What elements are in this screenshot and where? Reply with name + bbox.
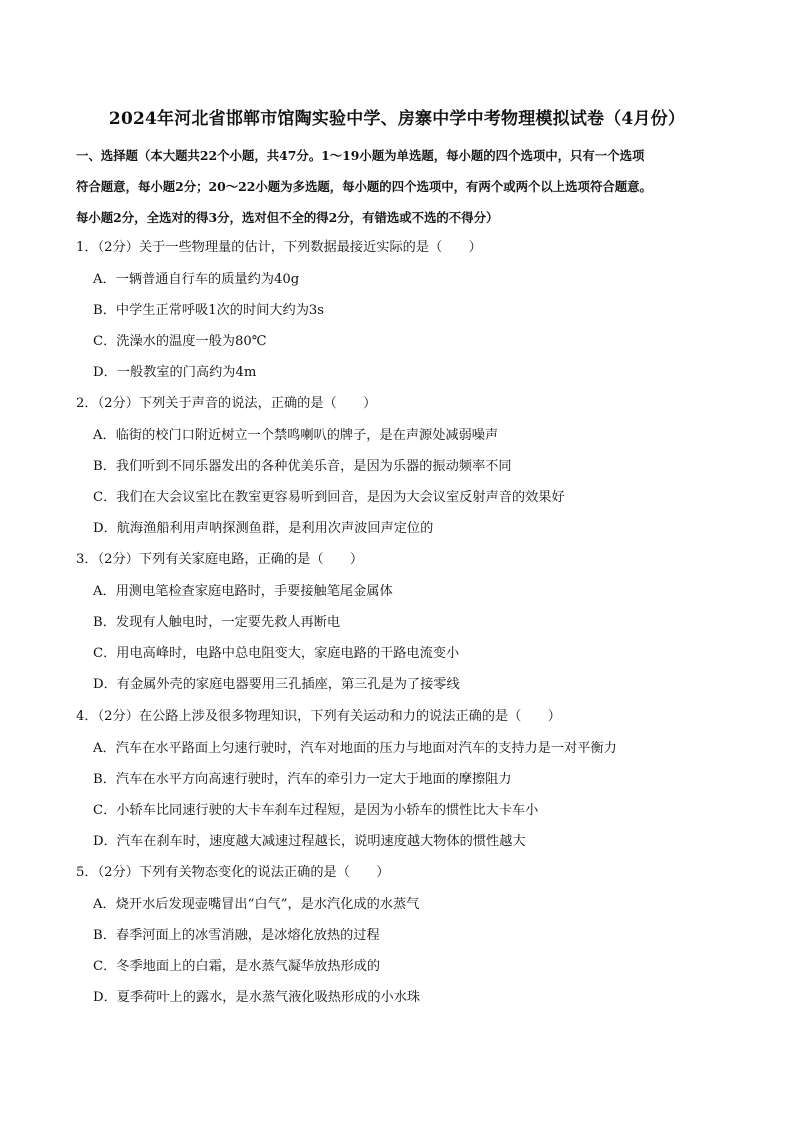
question-3-option-c: C．用电高峰时，电路中总电阻变大，家庭电路的干路电流变小 xyxy=(93,646,460,661)
section-header-line: 一、选择题（本大题共22个小题，共47分。1～19小题为单选题，每小题的四个选项中，只有一个选项 xyxy=(76,148,645,163)
section-header xyxy=(76,140,736,233)
question-1-stem: 1．（2分）关于一些物理量的估计，下列数据最接近实际的是（ ） xyxy=(76,240,482,255)
question-2-option-a: A．临街的校门口附近树立一个禁鸣喇叭的牌子，是在声源处减弱噪声 xyxy=(93,428,499,443)
question-4-option-c: C．小轿车比同速行驶的大卡车刹车过程短，是因为小轿车的惯性比大卡车小 xyxy=(93,803,539,818)
question-2-option-c: C．我们在大会议室比在教室更容易听到回音，是因为大会议室反射声音的效果好 xyxy=(93,490,565,505)
question-4-stem: 4．（2分）在公路上涉及很多物理知识，下列有关运动和力的说法正确的是（ ） xyxy=(76,709,561,724)
question-4-option-d: D．汽车在刹车时，速度越大减速过程越长，说明速度越大物体的惯性越大 xyxy=(93,834,526,849)
question-2-option-d: D．航海渔船利用声呐探测鱼群，是利用次声波回声定位的 xyxy=(93,521,434,536)
question-1-option-b: B．中学生正常呼吸1次的时间大约为3s xyxy=(93,303,325,318)
question-4-option-b: B．汽车在水平方向高速行驶时，汽车的牵引力一定大于地面的摩擦阻力 xyxy=(93,772,512,787)
section-header-line: 每小题2分，全选对的得3分，选对但不全的得2分，有错选或不选的不得分） xyxy=(76,210,499,225)
question-3-option-d: D．有金属外壳的家庭电器要用三孔插座，第三孔是为了接零线 xyxy=(93,677,460,692)
question-2-option-b: B．我们听到不同乐器发出的各种优美乐音，是因为乐器的振动频率不同 xyxy=(93,459,512,474)
question-1-option-c: C．洗澡水的温度一般为80℃ xyxy=(93,334,267,349)
question-3-option-b: B．发现有人触电时，一定要先救人再断电 xyxy=(93,615,341,630)
question-5-option-b: B．春季河面上的冰雪消融，是冰熔化放热的过程 xyxy=(93,928,380,943)
question-1-option-a: A．一辆普通自行车的质量约为40g xyxy=(93,272,300,287)
exam-title: 2024年河北省邯郸市馆陶实验中学、房寨中学中考物理模拟试卷（4月份） xyxy=(108,109,686,129)
question-5-option-d: D．夏季荷叶上的露水，是水蒸气液化吸热形成的小水珠 xyxy=(93,990,421,1005)
question-3-option-a: A．用测电笔检查家庭电路时，手要接触笔尾金属体 xyxy=(93,584,393,599)
section-header-line: 符合题意，每小题2分；20～22小题为多选题，每小题的四个选项中，有两个或两个以上选项符合题意。 xyxy=(76,179,652,194)
question-2-stem: 2．（2分）下列关于声音的说法，正确的是（ ） xyxy=(76,396,377,411)
question-5-option-a: A．烧开水后发现壶嘴冒出“白气”，是水汽化成的水蒸气 xyxy=(93,897,420,912)
question-5-option-c: C．冬季地面上的白霜，是水蒸气凝华放热形成的 xyxy=(93,959,381,974)
question-1-option-d: D．一般教室的门高约为4m xyxy=(93,365,257,380)
question-4-option-a: A．汽车在水平路面上匀速行驶时，汽车对地面的压力与地面对汽车的支持力是一对平衡力 xyxy=(93,741,617,756)
question-5-stem: 5．（2分）下列有关物态变化的说法正确的是（ ） xyxy=(76,865,390,880)
question-3-stem: 3．（2分）下列有关家庭电路，正确的是（ ） xyxy=(76,552,364,567)
